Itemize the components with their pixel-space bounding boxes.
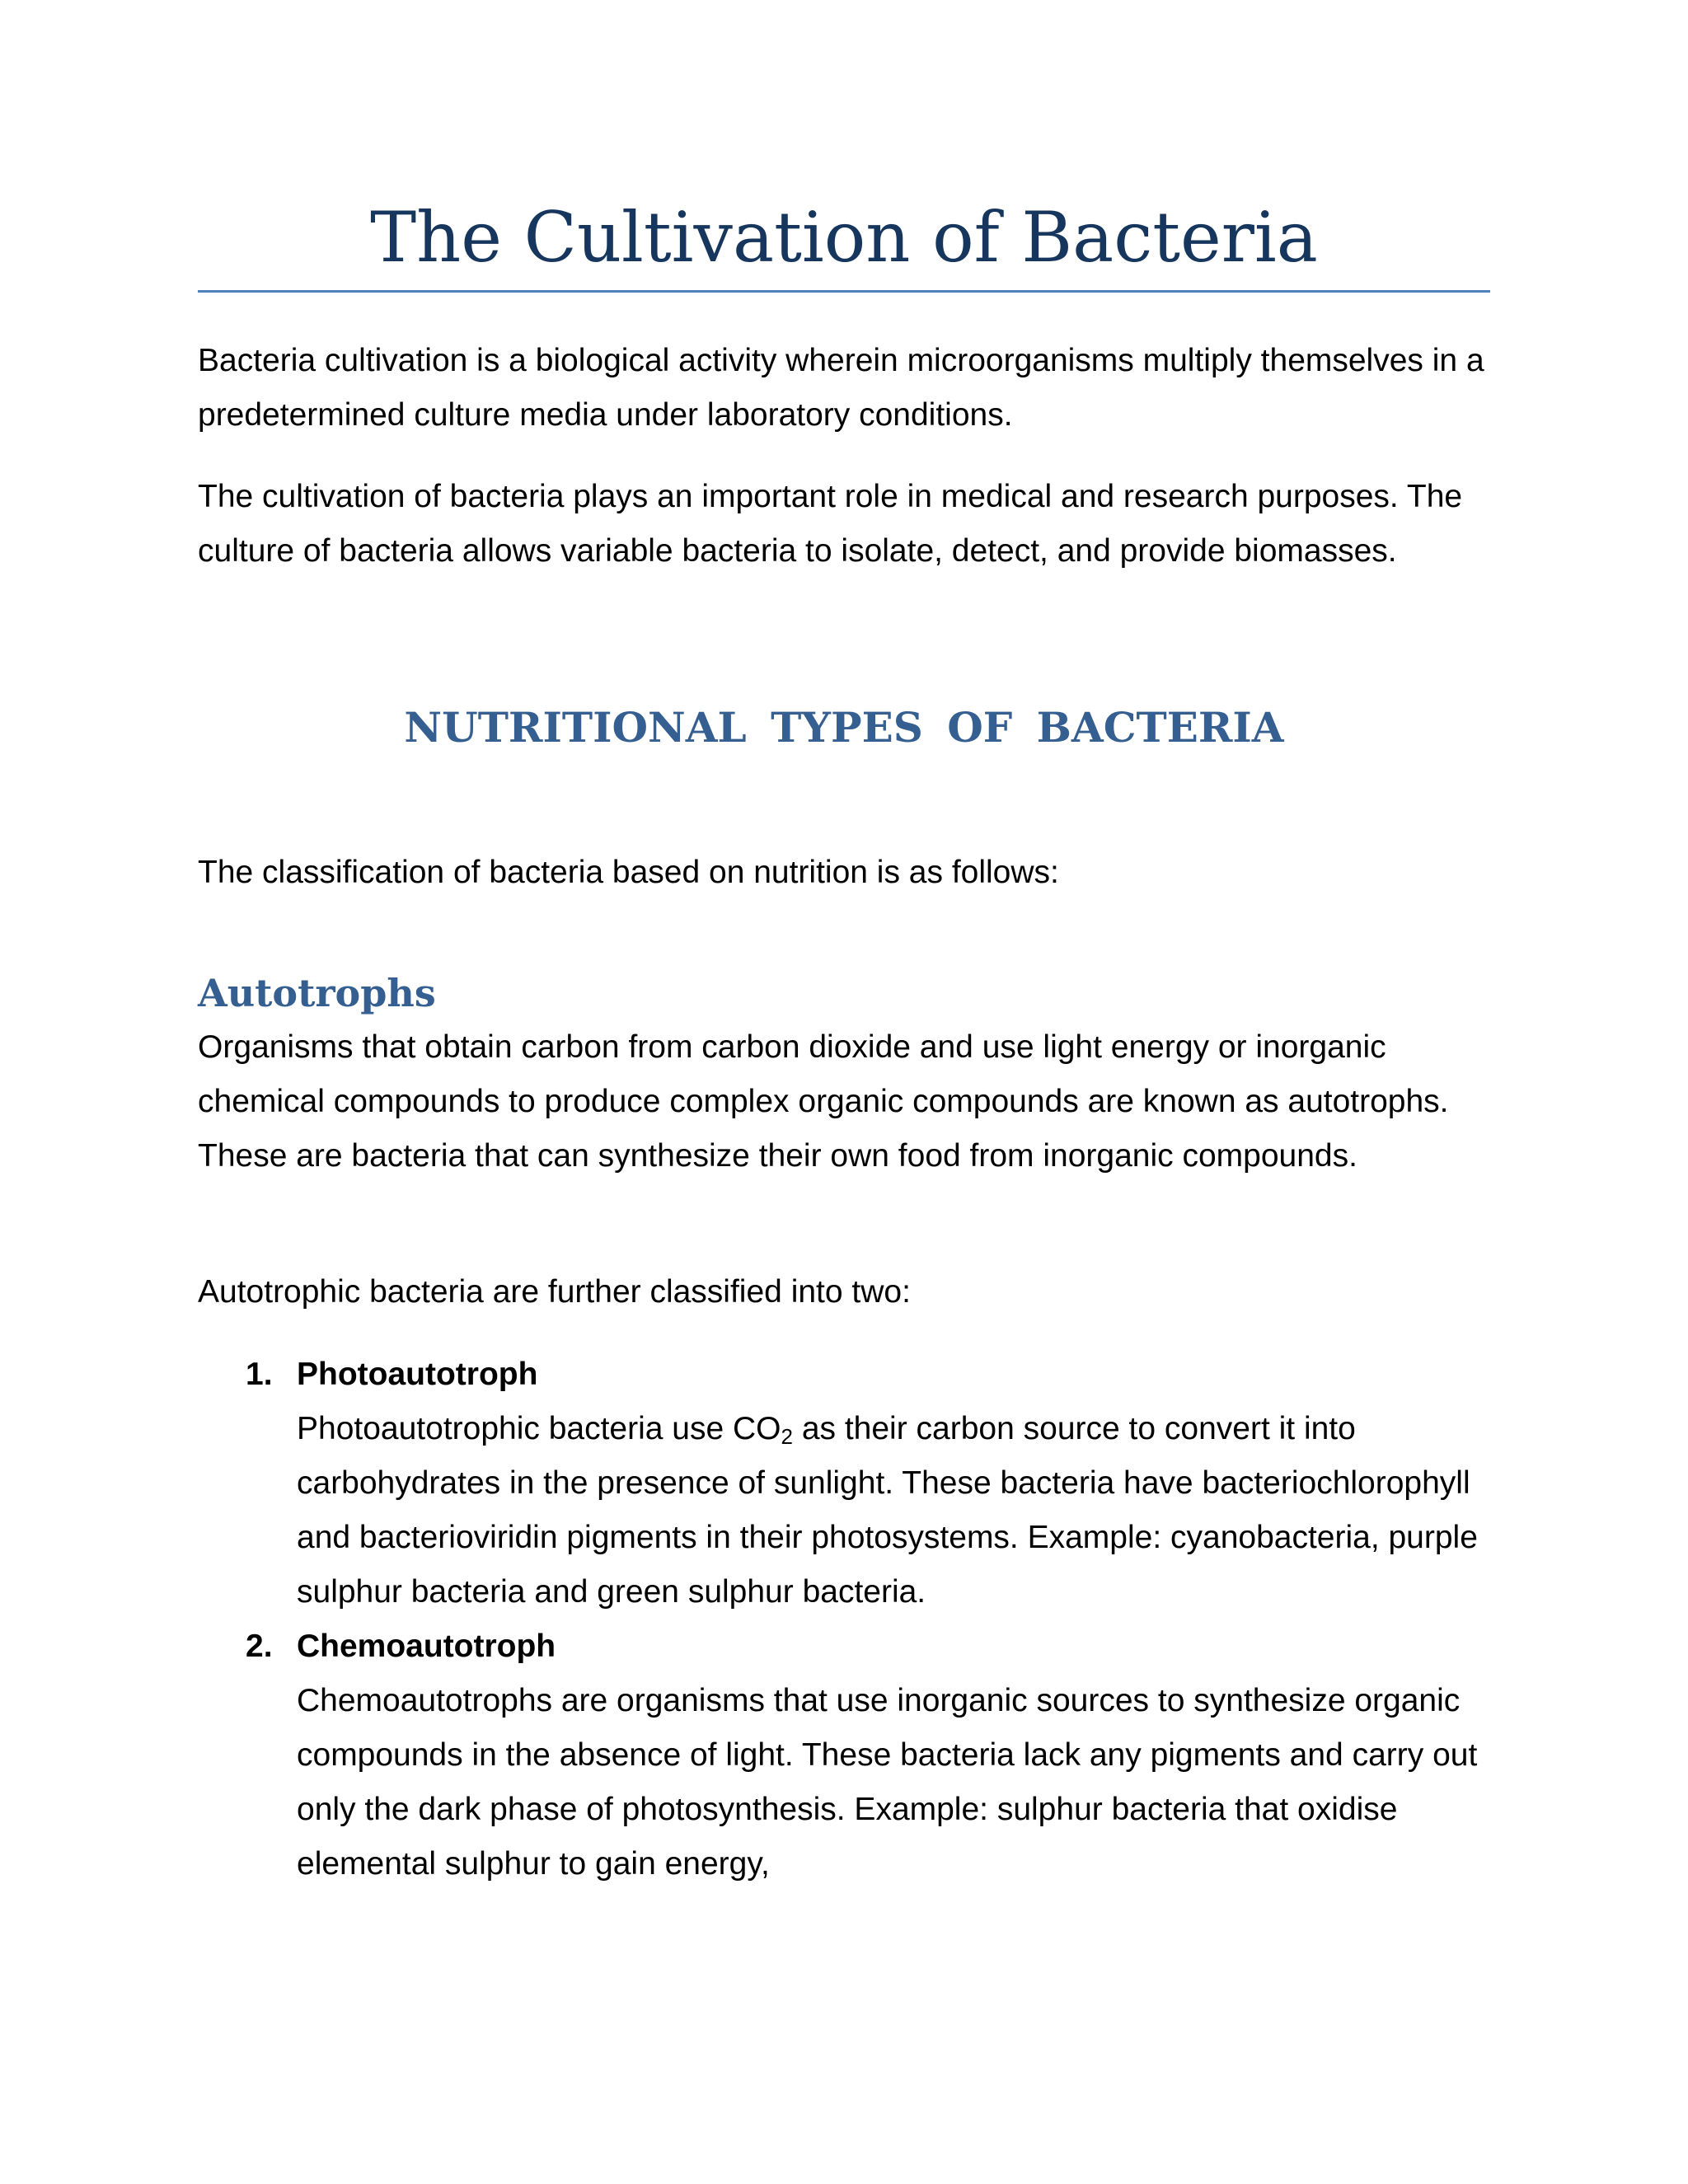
intro-paragraph-2: The cultivation of bacteria plays an important role in medical and research purposes. The culture of bacteria allows variable bacteria to isolate, detect, and provide biomasses. (198, 479, 1463, 569)
photoautotroph-text-start: Photoautotrophic bacteria use CO (297, 1411, 781, 1446)
intro-paragraph-1: Bacteria cultivation is a biological activity wherein microorganisms multiply themselves in a predetermined culture media under laboratory conditions. (198, 343, 1484, 433)
list-item-photoautotroph (198, 1347, 1500, 1619)
classification-intro: The classification of bacteria based on nutrition is as follows: (198, 855, 1059, 890)
autotrophs-further-classification: Autotrophic bacteria are further classified into two: (198, 1274, 911, 1310)
autotroph-types-list (198, 1347, 1500, 1891)
title-underline (198, 290, 1490, 293)
autotrophs-heading: Autotrophs (198, 971, 436, 1015)
section-heading-nutritional-types: NUTRITIONAL TYPES OF BACTERIA (404, 703, 1284, 752)
list-number: 2. (246, 1629, 273, 1664)
photoautotroph-title: Photoautotroph (297, 1357, 538, 1392)
document-title: The Cultivation of Bacteria (370, 197, 1318, 278)
photoautotroph-text-end: as their carbon source to convert it into carbohydrates in the presence of sunlight. These bacteria have bacteriochlorophyll and bacterioviridin pigments in their photosystems. Example: cyanobacteria, purple sulphur bacteria and green sulphur bacteria. (297, 1411, 1478, 1610)
chemoautotroph-title: Chemoautotroph (297, 1629, 556, 1664)
list-number: 1. (246, 1357, 273, 1392)
list-item-chemoautotroph (198, 1619, 1500, 1891)
co2-subscript: 2 (781, 1424, 793, 1449)
photoautotroph-text (297, 1402, 1500, 1619)
autotrophs-description: Organisms that obtain carbon from carbon dioxide and use light energy or inorganic chemical compounds to produce complex organic compounds are known as autotrophs. These are bacteria that can synthesize their own food from inorganic compounds. (198, 1029, 1449, 1174)
chemoautotroph-text: Chemoautotrophs are organisms that use inorganic sources to synthesize organic compounds in the absence of light. These bacteria lack any pigments and carry out only the dark phase of photosynthesis. Example: sulphur bacteria that oxidise elemental sulphur to gain energy, (297, 1683, 1478, 1882)
